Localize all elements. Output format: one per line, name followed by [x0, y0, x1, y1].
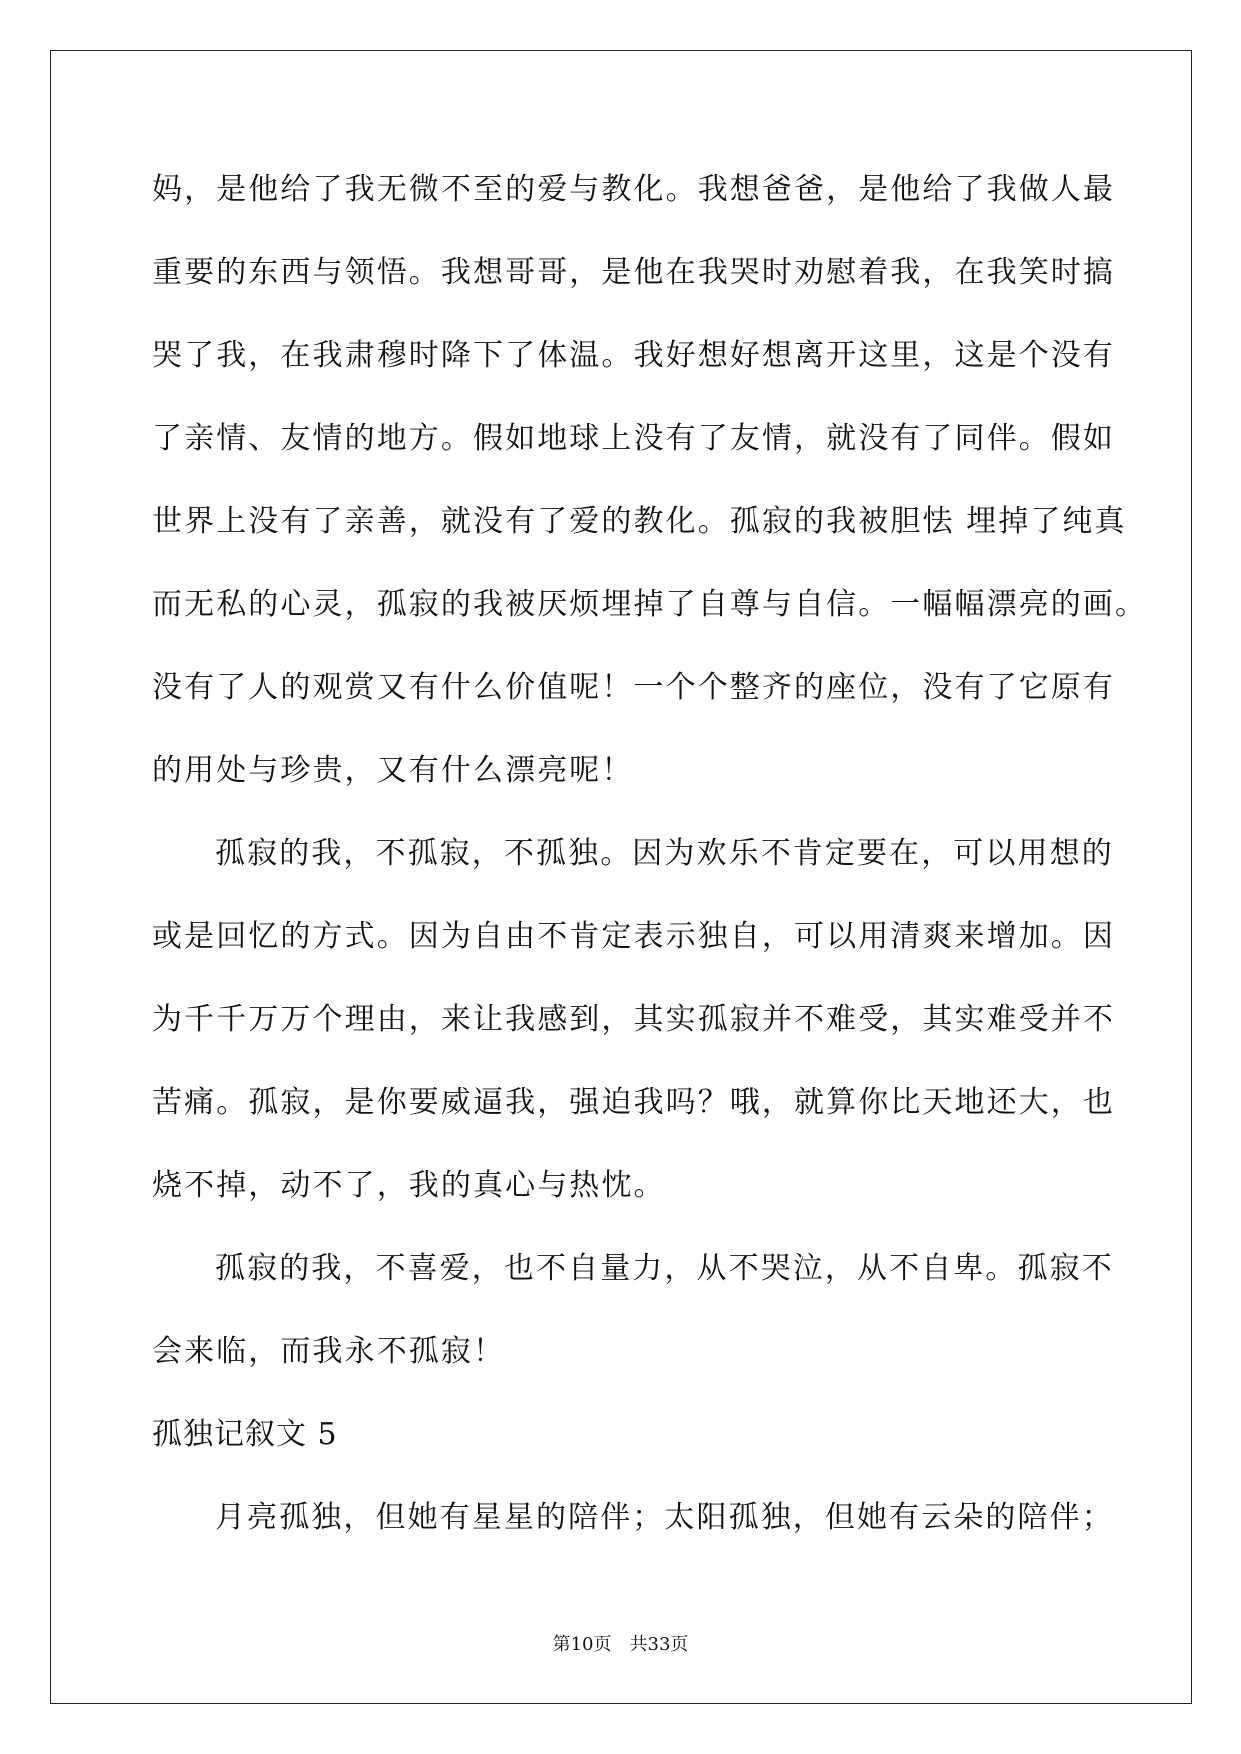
text-line: 了亲情、友情的地方。假如地球上没有了友情，就没有了同伴。假如: [152, 421, 1115, 456]
text-line: 为千千万万个理由，来让我感到，其实孤寂并不难受，其实难受并不: [152, 1002, 1115, 1037]
text-line: 哭了我，在我肃穆时降下了体温。我好想好想离开这里，这是个没有: [152, 338, 1115, 373]
page-number-text: 第10页 共33页: [552, 1634, 689, 1655]
text-line: 苦痛。孤寂，是你要威逼我，强迫我吗？哦，就算你比天地还大，也: [152, 1085, 1115, 1120]
text-line: 没有了人的观赏又有什么价值呢！一个个整齐的座位，没有了它原有: [152, 670, 1115, 705]
paragraph-start-line: 月亮孤独，但她有星星的陪伴；太阳孤独，但她有云朵的陪伴；: [215, 1500, 1114, 1535]
text-line: 世界上没有了亲善，就没有了爱的教化。孤寂的我被胆怯 埋掉了纯真: [152, 504, 1127, 539]
document-body: [152, 160, 1148, 1571]
text-line: 会来临，而我永不孤寂！: [152, 1334, 506, 1369]
text-line: 而无私的心灵，孤寂的我被厌烦埋掉了自尊与自信。一幅幅漂亮的画。: [152, 587, 1148, 622]
text-line: 妈，是他给了我无微不至的爱与教化。我想爸爸，是他给了我做人最: [152, 172, 1115, 207]
text-line: 或是回忆的方式。因为自由不肯定表示独自，可以用清爽来增加。因: [152, 919, 1115, 954]
paragraph-start-line: 孤寂的我，不喜爱，也不自量力，从不哭泣，从不自卑。孤寂不: [215, 1251, 1114, 1286]
paragraph-start-line: 孤寂的我，不孤寂，不孤独。因为欢乐不肯定要在，可以用想的: [215, 836, 1114, 871]
section-heading: 孤独记叙文 5: [152, 1417, 338, 1452]
page-number-footer: [0, 1630, 1241, 1656]
text-line: 烧不掉，动不了，我的真心与热忱。: [152, 1168, 666, 1203]
text-line: 重要的东西与领悟。我想哥哥，是他在我哭时劝慰着我，在我笑时搞: [152, 255, 1115, 290]
text-line: 的用处与珍贵，又有什么漂亮呢！: [152, 753, 634, 788]
